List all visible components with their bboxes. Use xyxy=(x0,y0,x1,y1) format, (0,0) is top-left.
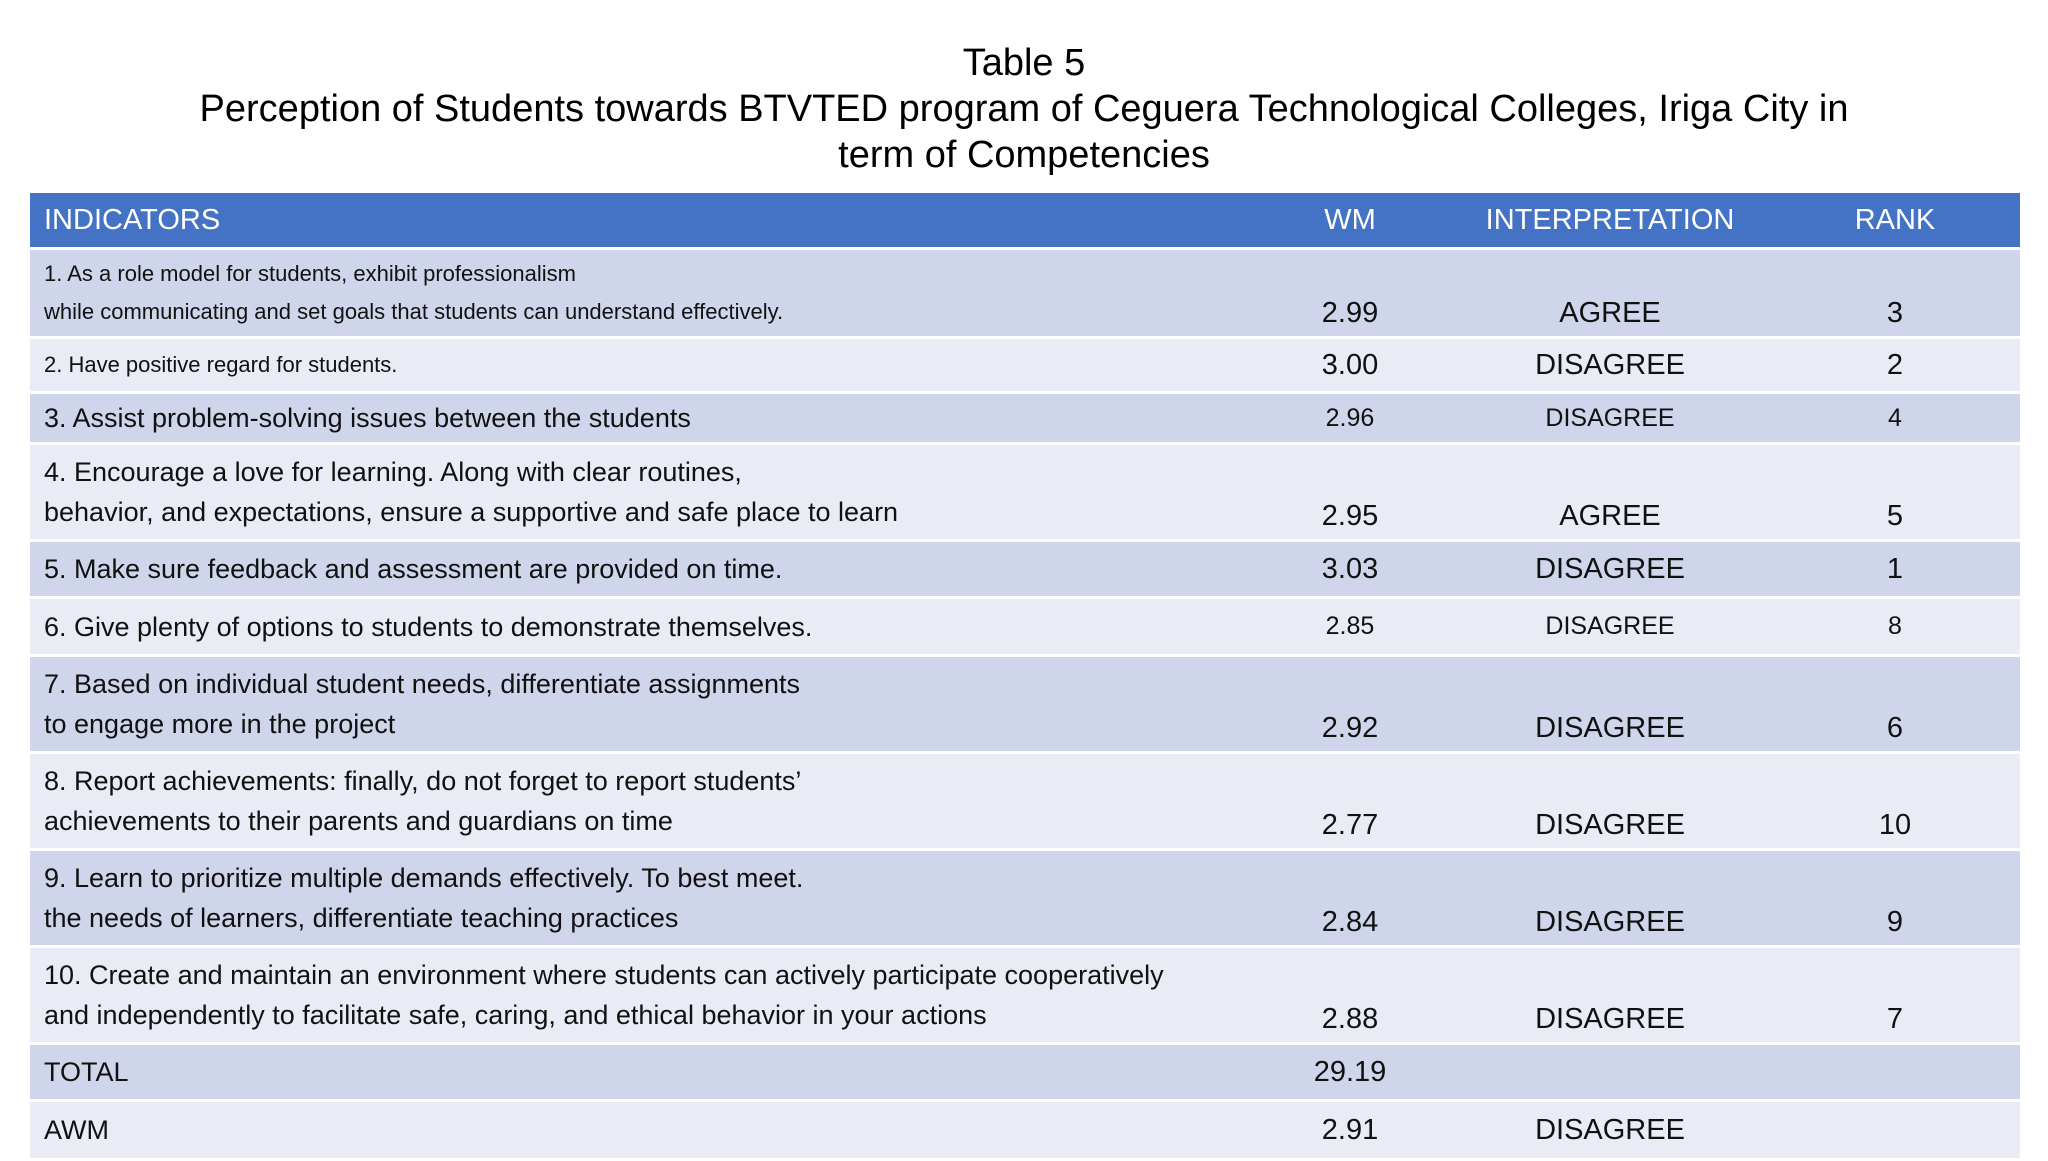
total-interpretation xyxy=(1450,1045,1770,1099)
rank-cell: 4 xyxy=(1770,394,2020,442)
indicator-cell xyxy=(30,394,1250,442)
table-row xyxy=(30,542,2020,596)
rank-cell: 9 xyxy=(1770,851,2020,945)
table-row xyxy=(30,445,2020,539)
indicator-text: 9. Learn to prioritize multiple demands effectively. To best meet. xyxy=(44,863,804,893)
header-wm: WM xyxy=(1250,193,1450,247)
rank-cell: 7 xyxy=(1770,948,2020,1042)
indicator-text: 8. Report achievements: finally, do not forget to report students’ xyxy=(44,766,802,796)
indicator-text: to engage more in the project xyxy=(44,709,396,739)
table-row xyxy=(30,948,2020,1042)
total-row xyxy=(30,1045,2020,1099)
table-row xyxy=(30,394,2020,442)
wm-cell: 2.85 xyxy=(1250,599,1450,654)
indicator-cell xyxy=(30,542,1250,596)
wm-cell: 2.99 xyxy=(1250,250,1450,336)
indicator-text: the needs of learners, differentiate teaching practices xyxy=(44,903,679,933)
table-row xyxy=(30,851,2020,945)
indicator-text: 10. Create and maintain an environment where students can actively participate cooperatively xyxy=(44,960,1164,990)
wm-cell: 3.00 xyxy=(1250,339,1450,391)
wm-cell: 2.96 xyxy=(1250,394,1450,442)
competencies-table xyxy=(30,190,2020,1161)
interpretation-cell: DISAGREE xyxy=(1450,948,1770,1042)
indicator-text: and independently to facilitate safe, caring, and ethical behavior in your actions xyxy=(44,1000,987,1030)
interpretation-cell: DISAGREE xyxy=(1450,754,1770,848)
indicator-cell xyxy=(30,657,1250,751)
awm-label: AWM xyxy=(30,1102,1250,1158)
header-indicators: INDICATORS xyxy=(30,193,1250,247)
rank-cell: 8 xyxy=(1770,599,2020,654)
table-number: Table 5 xyxy=(962,42,1086,84)
wm-cell: 2.92 xyxy=(1250,657,1450,751)
awm-interpretation: DISAGREE xyxy=(1450,1102,1770,1158)
wm-cell: 3.03 xyxy=(1250,542,1450,596)
table-row xyxy=(30,754,2020,848)
rank-cell: 3 xyxy=(1770,250,2020,336)
interpretation-cell: AGREE xyxy=(1450,445,1770,539)
indicator-text: 3. Assist problem-solving issues between the students xyxy=(44,403,691,433)
indicator-cell xyxy=(30,339,1250,391)
wm-cell: 2.95 xyxy=(1250,445,1450,539)
interpretation-cell: DISAGREE xyxy=(1450,657,1770,751)
indicator-cell xyxy=(30,599,1250,654)
total-wm: 29.19 xyxy=(1250,1045,1450,1099)
table-caption: Perception of Students towards BTVTED program of Ceguera Technological Colleges, Iriga City in term of Competencies xyxy=(199,88,1849,176)
interpretation-cell: DISAGREE xyxy=(1450,542,1770,596)
header-interpretation: INTERPRETATION xyxy=(1450,193,1770,247)
total-label: TOTAL xyxy=(30,1045,1250,1099)
rank-cell: 6 xyxy=(1770,657,2020,751)
table-row xyxy=(30,599,2020,654)
wm-cell: 2.84 xyxy=(1250,851,1450,945)
indicator-text: 2. Have positive regard for students. xyxy=(44,352,398,377)
awm-wm: 2.91 xyxy=(1250,1102,1450,1158)
interpretation-cell: DISAGREE xyxy=(1450,851,1770,945)
indicator-text: 4. Encourage a love for learning. Along with clear routines, xyxy=(44,457,742,487)
table-title-block xyxy=(0,40,2048,178)
total-rank xyxy=(1770,1045,2020,1099)
interpretation-cell: DISAGREE xyxy=(1450,394,1770,442)
wm-cell: 2.77 xyxy=(1250,754,1450,848)
awm-rank xyxy=(1770,1102,2020,1158)
indicator-cell xyxy=(30,250,1250,336)
indicator-cell xyxy=(30,445,1250,539)
indicator-text: 6. Give plenty of options to students to demonstrate themselves. xyxy=(44,611,813,642)
interpretation-cell: DISAGREE xyxy=(1450,339,1770,391)
indicator-text: while communicating and set goals that students can understand effectively. xyxy=(44,299,784,324)
indicator-cell xyxy=(30,851,1250,945)
indicator-cell xyxy=(30,754,1250,848)
table-row xyxy=(30,339,2020,391)
indicator-text: behavior, and expectations, ensure a supportive and safe place to learn xyxy=(44,497,899,527)
indicator-text: 5. Make sure feedback and assessment are provided on time. xyxy=(44,554,783,584)
header-rank: RANK xyxy=(1770,193,2020,247)
wm-cell: 2.88 xyxy=(1250,948,1450,1042)
interpretation-cell: AGREE xyxy=(1450,250,1770,336)
rank-cell: 10 xyxy=(1770,754,2020,848)
table-row xyxy=(30,657,2020,751)
rank-cell: 5 xyxy=(1770,445,2020,539)
rank-cell: 2 xyxy=(1770,339,2020,391)
awm-row xyxy=(30,1102,2020,1158)
indicator-text: 1. As a role model for students, exhibit professionalism xyxy=(44,261,576,286)
indicator-text: achievements to their parents and guardians on time xyxy=(44,806,673,836)
table-row xyxy=(30,250,2020,336)
indicator-cell xyxy=(30,948,1250,1042)
header-row xyxy=(30,193,2020,247)
indicator-text: 7. Based on individual student needs, differentiate assignments xyxy=(44,669,800,699)
rank-cell: 1 xyxy=(1770,542,2020,596)
interpretation-cell: DISAGREE xyxy=(1450,599,1770,654)
